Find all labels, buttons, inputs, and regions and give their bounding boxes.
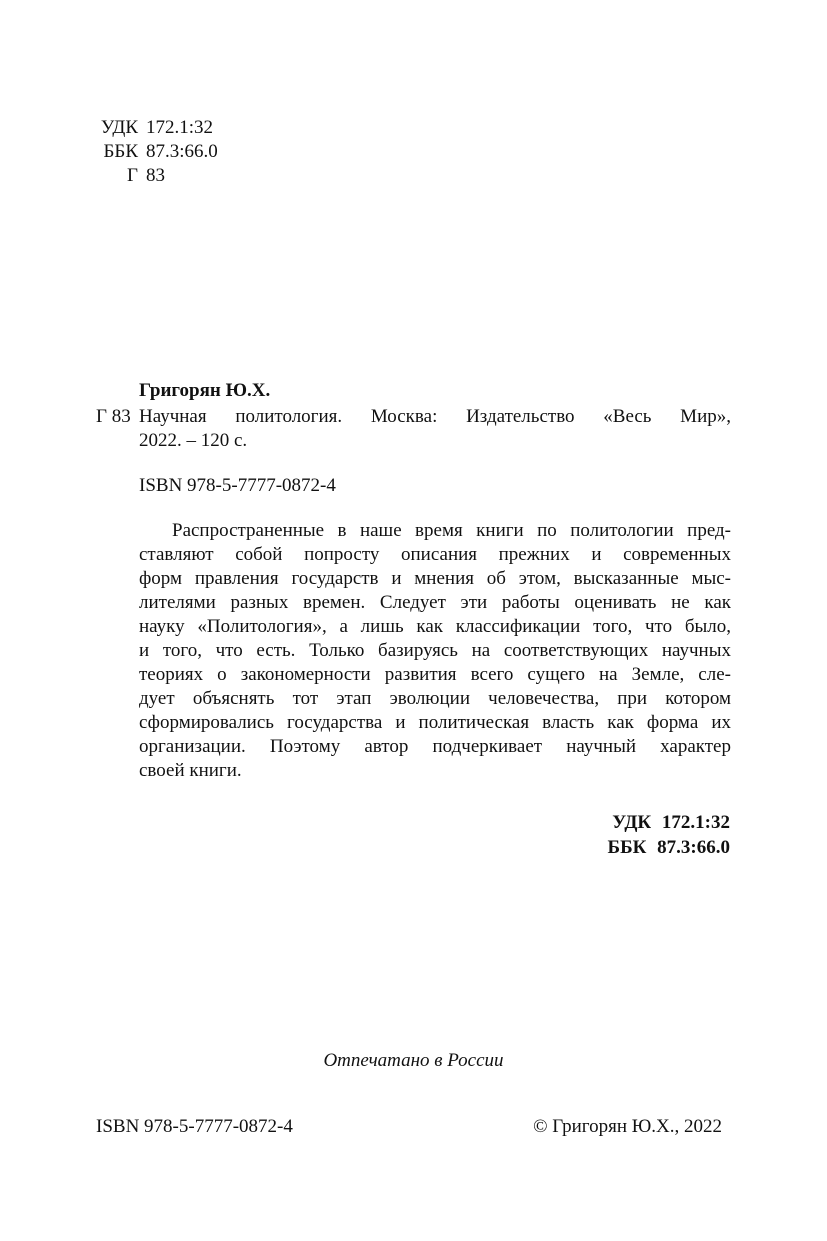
bottom-classification-block — [608, 810, 730, 860]
abstract-line: лителями разных времен. Следует эти работы оценивать не как — [139, 592, 731, 613]
copyright-notice: © Григорян Ю.Х., 2022 — [533, 1116, 722, 1137]
top-classification-block — [96, 116, 296, 188]
abstract-line: форм правления государств и мнения об этом, высказанные мыс- — [139, 568, 731, 589]
abstract-line: науку «Политология», а лишь как классификации того, что было, — [139, 616, 731, 637]
bbk-code: 87.3:66.0 — [146, 141, 218, 162]
bbk-code-bold: ББК 87.3:66.0 — [607, 837, 730, 858]
abstract-line: организации. Поэтому автор подчеркивает научный характер — [139, 736, 731, 757]
printed-in-note: Отпечатано в России — [323, 1050, 504, 1071]
udk-code-bold: УДК 172.1:32 — [612, 812, 730, 833]
description-line: Научная политология. Москва: Издательство «Весь Мир», — [139, 406, 731, 427]
udk-label: УДК — [100, 117, 138, 138]
abstract-line: теориях о закономерности развития всего сущего на Земле, сле- — [139, 664, 731, 685]
abstract-line: дует объяснять тот этап эволюции человечества, при котором — [139, 688, 731, 709]
abstract-line: и того, что есть. Только базируясь на соответствующих научных — [139, 640, 731, 661]
description-line: 2022. – 120 с. — [139, 430, 248, 451]
author-name: Григорян Ю.Х. — [139, 380, 271, 401]
isbn-footer: ISBN 978-5-7777-0872-4 — [96, 1116, 293, 1137]
abstract-line: своей книги. — [139, 760, 242, 781]
author-sign-code: Г 83 — [96, 406, 131, 427]
abstract-line: сформировались государства и политическая власть как форма их — [139, 712, 731, 733]
author-sign-letter: Г — [127, 165, 138, 186]
bbk-row — [96, 140, 296, 164]
isbn-main: ISBN 978-5-7777-0872-4 — [139, 475, 336, 496]
abstract-line: Распространенные в наше время книги по политологии пред- — [172, 520, 731, 541]
abstract-paragraph — [139, 519, 731, 783]
bibliographic-description — [139, 405, 731, 453]
abstract-line: ставляют собой попросту описания прежних и современных — [139, 544, 731, 565]
udk-code: 172.1:32 — [146, 117, 214, 138]
bbk-label: ББК — [103, 141, 138, 162]
author-sign-row — [96, 164, 296, 188]
author-sign-number: 83 — [146, 165, 165, 186]
udk-row — [96, 116, 296, 140]
